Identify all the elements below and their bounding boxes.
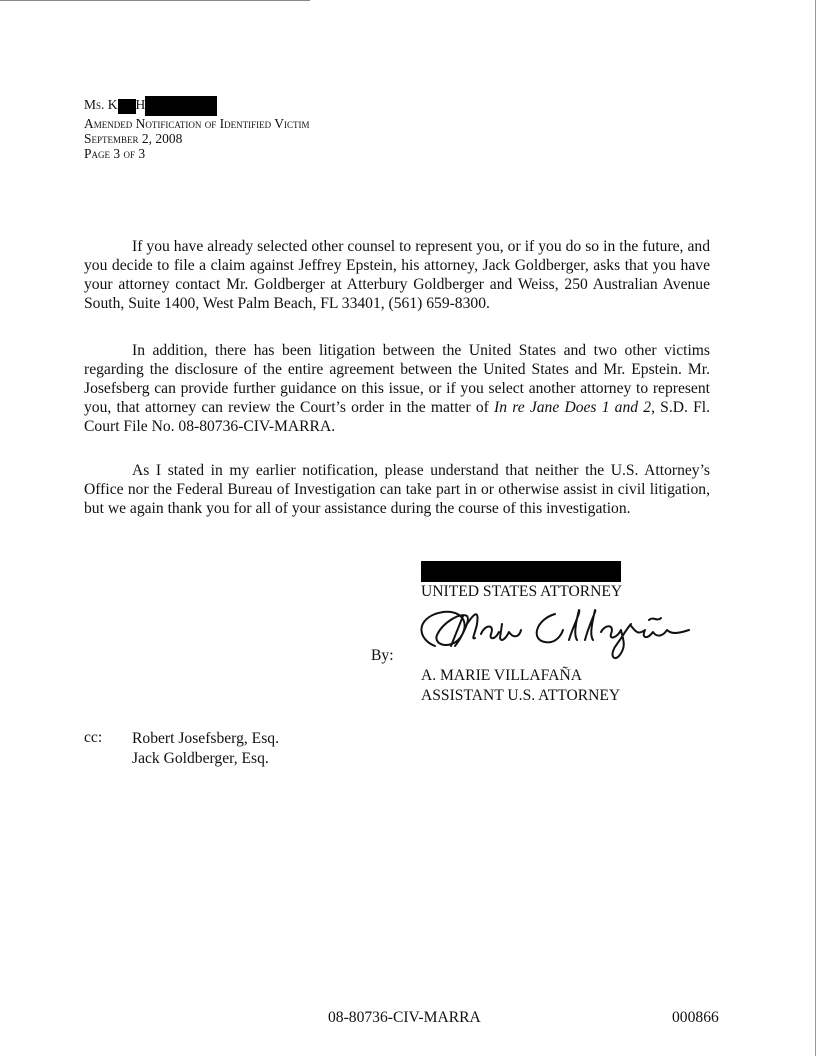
by-label: By: bbox=[371, 647, 394, 664]
letter-header bbox=[84, 96, 309, 161]
page-indicator: Page 3 of 3 bbox=[84, 146, 146, 161]
office-title: UNITED STATES ATTORNEY bbox=[421, 583, 623, 600]
letter-date: September 2, 2008 bbox=[84, 131, 183, 146]
paragraph-3 bbox=[84, 461, 710, 518]
letter-subject: Amended Notification of Identified Victim bbox=[84, 116, 310, 131]
paragraph-1 bbox=[84, 237, 710, 313]
cc-recipient: Robert Josefsberg, Esq. bbox=[132, 730, 279, 747]
footer-case-number: 08-80736-CIV-MARRA bbox=[328, 1009, 481, 1026]
recipient-line bbox=[84, 96, 309, 116]
case-name: In re Jane Does 1 and 2 bbox=[494, 399, 652, 416]
recipient-initial: H bbox=[135, 97, 146, 113]
paragraph-1-text: If you have already selected other counsel to represent you, or if you do so in the future, and you decide to file a claim against Jeffrey Epstein, his attorney, Jack Goldberger, asks that you have your attorney contact Mr. Goldberger at Atterbury Goldberger and Weiss, 250 Australian Avenue South, Suite 1400, West Palm Beach, FL 33401, (561) 659-8300. bbox=[84, 238, 710, 312]
paragraph-2-text-a: In addition, there has been litigation between the United States and two other victims regarding the disclosure of the entire agreement between the United States and Mr. Epstein. Mr. Josefsberg can provide further guidance on this issue, or if you select another attorney to represent you, that attorney can review the Court’s order in the matter of bbox=[84, 342, 710, 416]
recipient-name-prefix: Ms. K bbox=[84, 97, 118, 113]
cc-recipient: Jack Goldberger, Esq. bbox=[132, 750, 269, 767]
handwritten-signature bbox=[405, 600, 700, 670]
signer-title: ASSISTANT U.S. ATTORNEY bbox=[421, 687, 621, 704]
cc-label: cc: bbox=[84, 729, 103, 746]
scan-artifact-top-line bbox=[0, 0, 310, 1]
paragraph-3-text: As I stated in my earlier notification, please understand that neither the U.S. Attorney’s Office nor the Federal Bureau of Investigation can take part in or otherwise assist in civil litigation, but we again thank you for all of your assistance during the course of this investigation. bbox=[84, 462, 710, 517]
redacted-attorney-name bbox=[421, 561, 621, 582]
signer-block bbox=[421, 666, 620, 706]
signer-name: A. MARIE VILLAFAÑA bbox=[421, 667, 582, 684]
redaction-bar bbox=[145, 96, 217, 116]
paragraph-2 bbox=[84, 341, 710, 436]
cc-list bbox=[132, 729, 279, 769]
paragraph-2-text bbox=[84, 341, 710, 436]
footer-bates-number: 000866 bbox=[672, 1009, 719, 1026]
paragraph-2-text-b: , S.D. Fl. Court File No. 08-80736-CIV-MARRA. bbox=[84, 399, 710, 435]
redaction-bar bbox=[118, 99, 136, 114]
